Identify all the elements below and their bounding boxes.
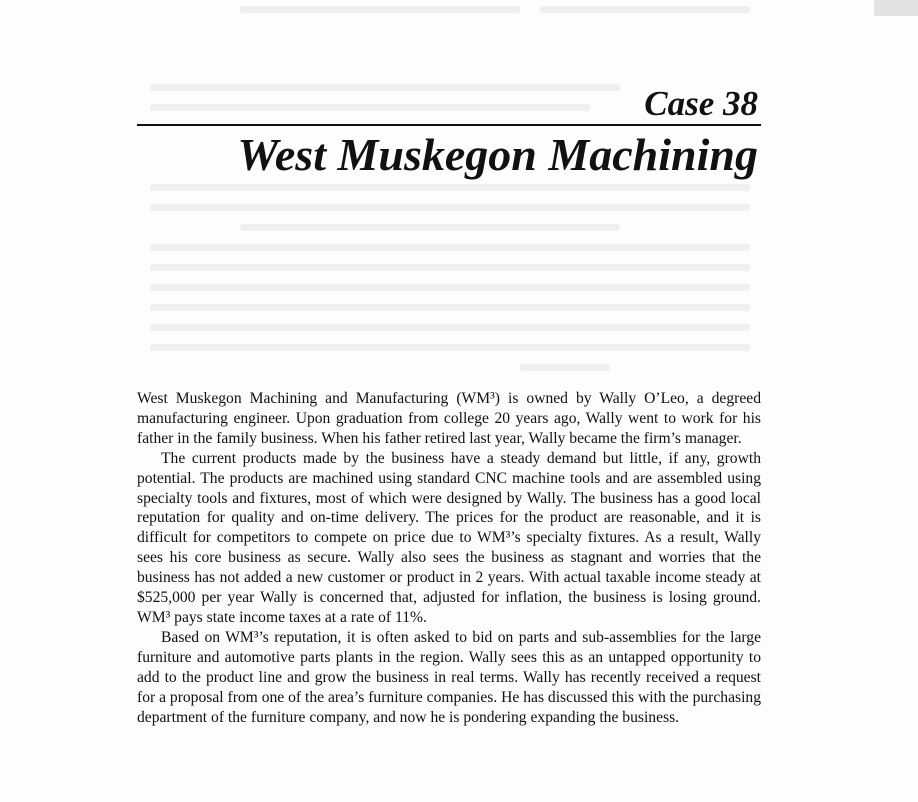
- case-body: [137, 389, 761, 727]
- bleed-line: [150, 264, 750, 271]
- case-title: West Muskegon Machining: [237, 129, 758, 180]
- bleed-line: [150, 184, 750, 191]
- paragraph-intro: West Muskegon Machining and Manufacturing (WM³) is owned by Wally O’Leo, a degreed manufacturing engineer. Upon graduation from college 20 years ago, Wally went to work for his father in the family business. When his father retired last year, Wally became the firm’s manager.: [137, 390, 761, 447]
- bleed-line: [540, 6, 750, 13]
- bleed-line: [240, 6, 520, 13]
- bleed-line: [150, 324, 750, 331]
- bleed-line: [150, 204, 750, 211]
- title-rule: [137, 124, 761, 126]
- bleed-line: [150, 104, 590, 111]
- bleed-line: [150, 84, 620, 91]
- bleed-line: [150, 244, 750, 251]
- bleed-line: [150, 284, 750, 291]
- paragraph-current-products: The current products made by the business have a steady demand but little, if any, growth potential. The products are machined using standard CNC machine tools and are assembled using specialty tools and fixtures, most of which were designed by Wally. The business has a good local reputation for quality and on-time delivery. The prices for the product are reasonable, and it is difficult for competitors to compete on price due to WM³’s specialty fixtures. As a result, Wally sees his core business as secure. Wally also sees the business as stagnant and worries that the business has not added a new customer or product in 2 years. With actual taxable income steady at $525,000 per year Wally is concerned that, adjusted for inflation, the business is losing ground. WM³ pays state income taxes at a rate of 11%.: [137, 449, 761, 626]
- case-number: Case 38: [644, 84, 758, 123]
- bleed-line: [150, 304, 750, 311]
- bleed-line: [150, 344, 750, 351]
- scan-edge: [874, 0, 918, 16]
- paragraph-opportunity: Based on WM³’s reputation, it is often asked to bid on parts and sub-assemblies for the large furniture and automotive parts plants in the region. Wally sees this as an untapped opportunity to add to the product line and grow the business in real terms. Wally has recently received a request for a proposal from one of the area’s furniture companies. He has discussed this with the purchasing department of the furniture company, and now he is pondering expanding the business.: [137, 628, 762, 726]
- bleed-line: [520, 364, 610, 371]
- bleed-line: [240, 224, 620, 231]
